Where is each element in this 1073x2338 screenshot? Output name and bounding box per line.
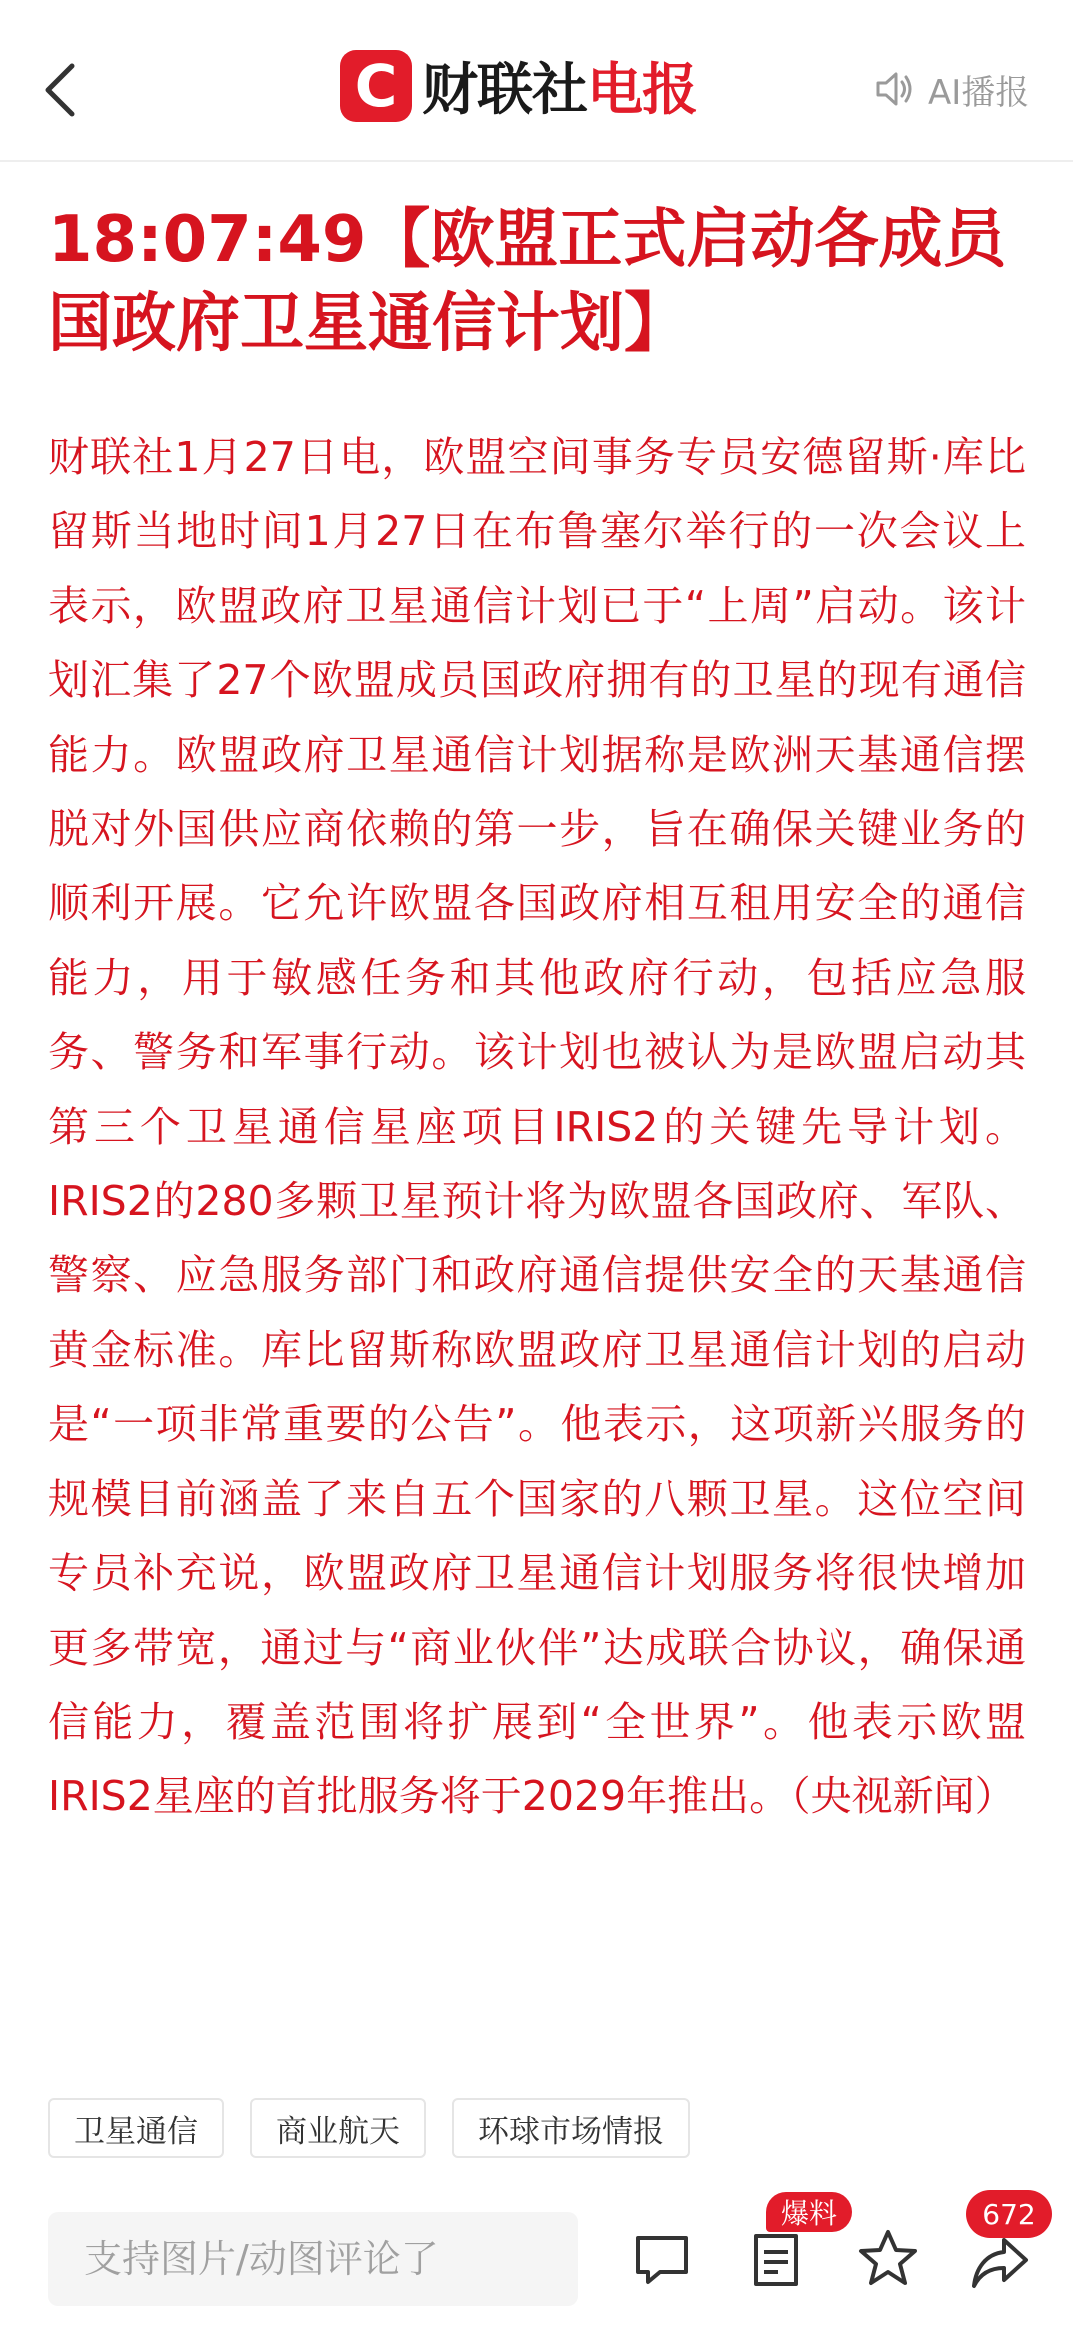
article-headline: 18:07:49【欧盟正式启动各成员国政府卫星通信计划】: [48, 203, 1007, 361]
chevron-left-icon: [38, 58, 86, 122]
speaker-icon: [872, 67, 916, 111]
comment-button[interactable]: [630, 2228, 694, 2292]
document-icon: [744, 2228, 808, 2292]
back-button[interactable]: [38, 58, 86, 122]
comment-input[interactable]: [48, 2212, 578, 2306]
share-arrow-icon: [968, 2230, 1032, 2294]
top-nav-bar: [0, 0, 1073, 162]
tag-item[interactable]: 商业航天: [250, 2098, 426, 2158]
article-body: 财联社1月27日电，欧盟空间事务专员安德留斯·库比留斯当地时间1月27日在布鲁塞尔举行的一次会议上表示，欧盟政府卫星通信计划已于“上周”启动。该计划汇集了27个欧盟成员国政府拥有的卫星的现有通信能力。欧盟政府卫星通信计划据称是欧洲天基通信摆脱对外国供应商依赖的第一步，旨在确保关键业务的顺利开展。它允许欧盟各国政府相互租用安全的通信能力，用于敏感任务和其他政府行动，包括应急服务、警务和军事行动。该计划也被认为是欧盟启动其第三个卫星通信星座项目IRIS2的关键先导计划。IRIS2的280多颗卫星预计将为欧盟各国政府、军队、警察、应急服务部门和政府通信提供安全的天基通信黄金标准。库比留斯称欧盟政府卫星通信计划的启动是“一项非常重要的公告”。他表示，这项新兴服务的规模目前涵盖了来自五个国家的八颗卫星。这位空间专员补充说，欧盟政府卫星通信计划服务将很快增加更多带宽，通过与“商业伙伴”达成联合协议，确保通信能力，覆盖范围将扩展到“全世界”。他表示欧盟IRIS2星座的首批服务将于2029年推出。（央视新闻）: [48, 433, 1026, 1821]
comment-bubble-icon: [630, 2228, 694, 2292]
report-button[interactable]: [744, 2228, 808, 2292]
ai-broadcast-label: AI播报: [928, 72, 1030, 113]
report-badge: 爆料: [766, 2192, 852, 2232]
logo-text-accent: 电报: [587, 58, 697, 123]
bottom-action-bar: [0, 2190, 1073, 2338]
ai-broadcast-button[interactable]: [872, 64, 1029, 114]
tag-list: [48, 2098, 690, 2158]
tag-item[interactable]: 环球市场情报: [452, 2098, 690, 2158]
logo-mark: [340, 50, 412, 122]
favorite-button[interactable]: [856, 2226, 920, 2290]
star-icon: [856, 2226, 920, 2290]
logo-text-primary: 财联社: [422, 58, 587, 123]
logo-mark-letter: C: [354, 52, 398, 120]
share-count-badge: 672: [966, 2190, 1052, 2238]
share-button[interactable]: [968, 2230, 1032, 2294]
cls-telegraph-logo: [340, 48, 697, 124]
tag-item[interactable]: 卫星通信: [48, 2098, 224, 2158]
